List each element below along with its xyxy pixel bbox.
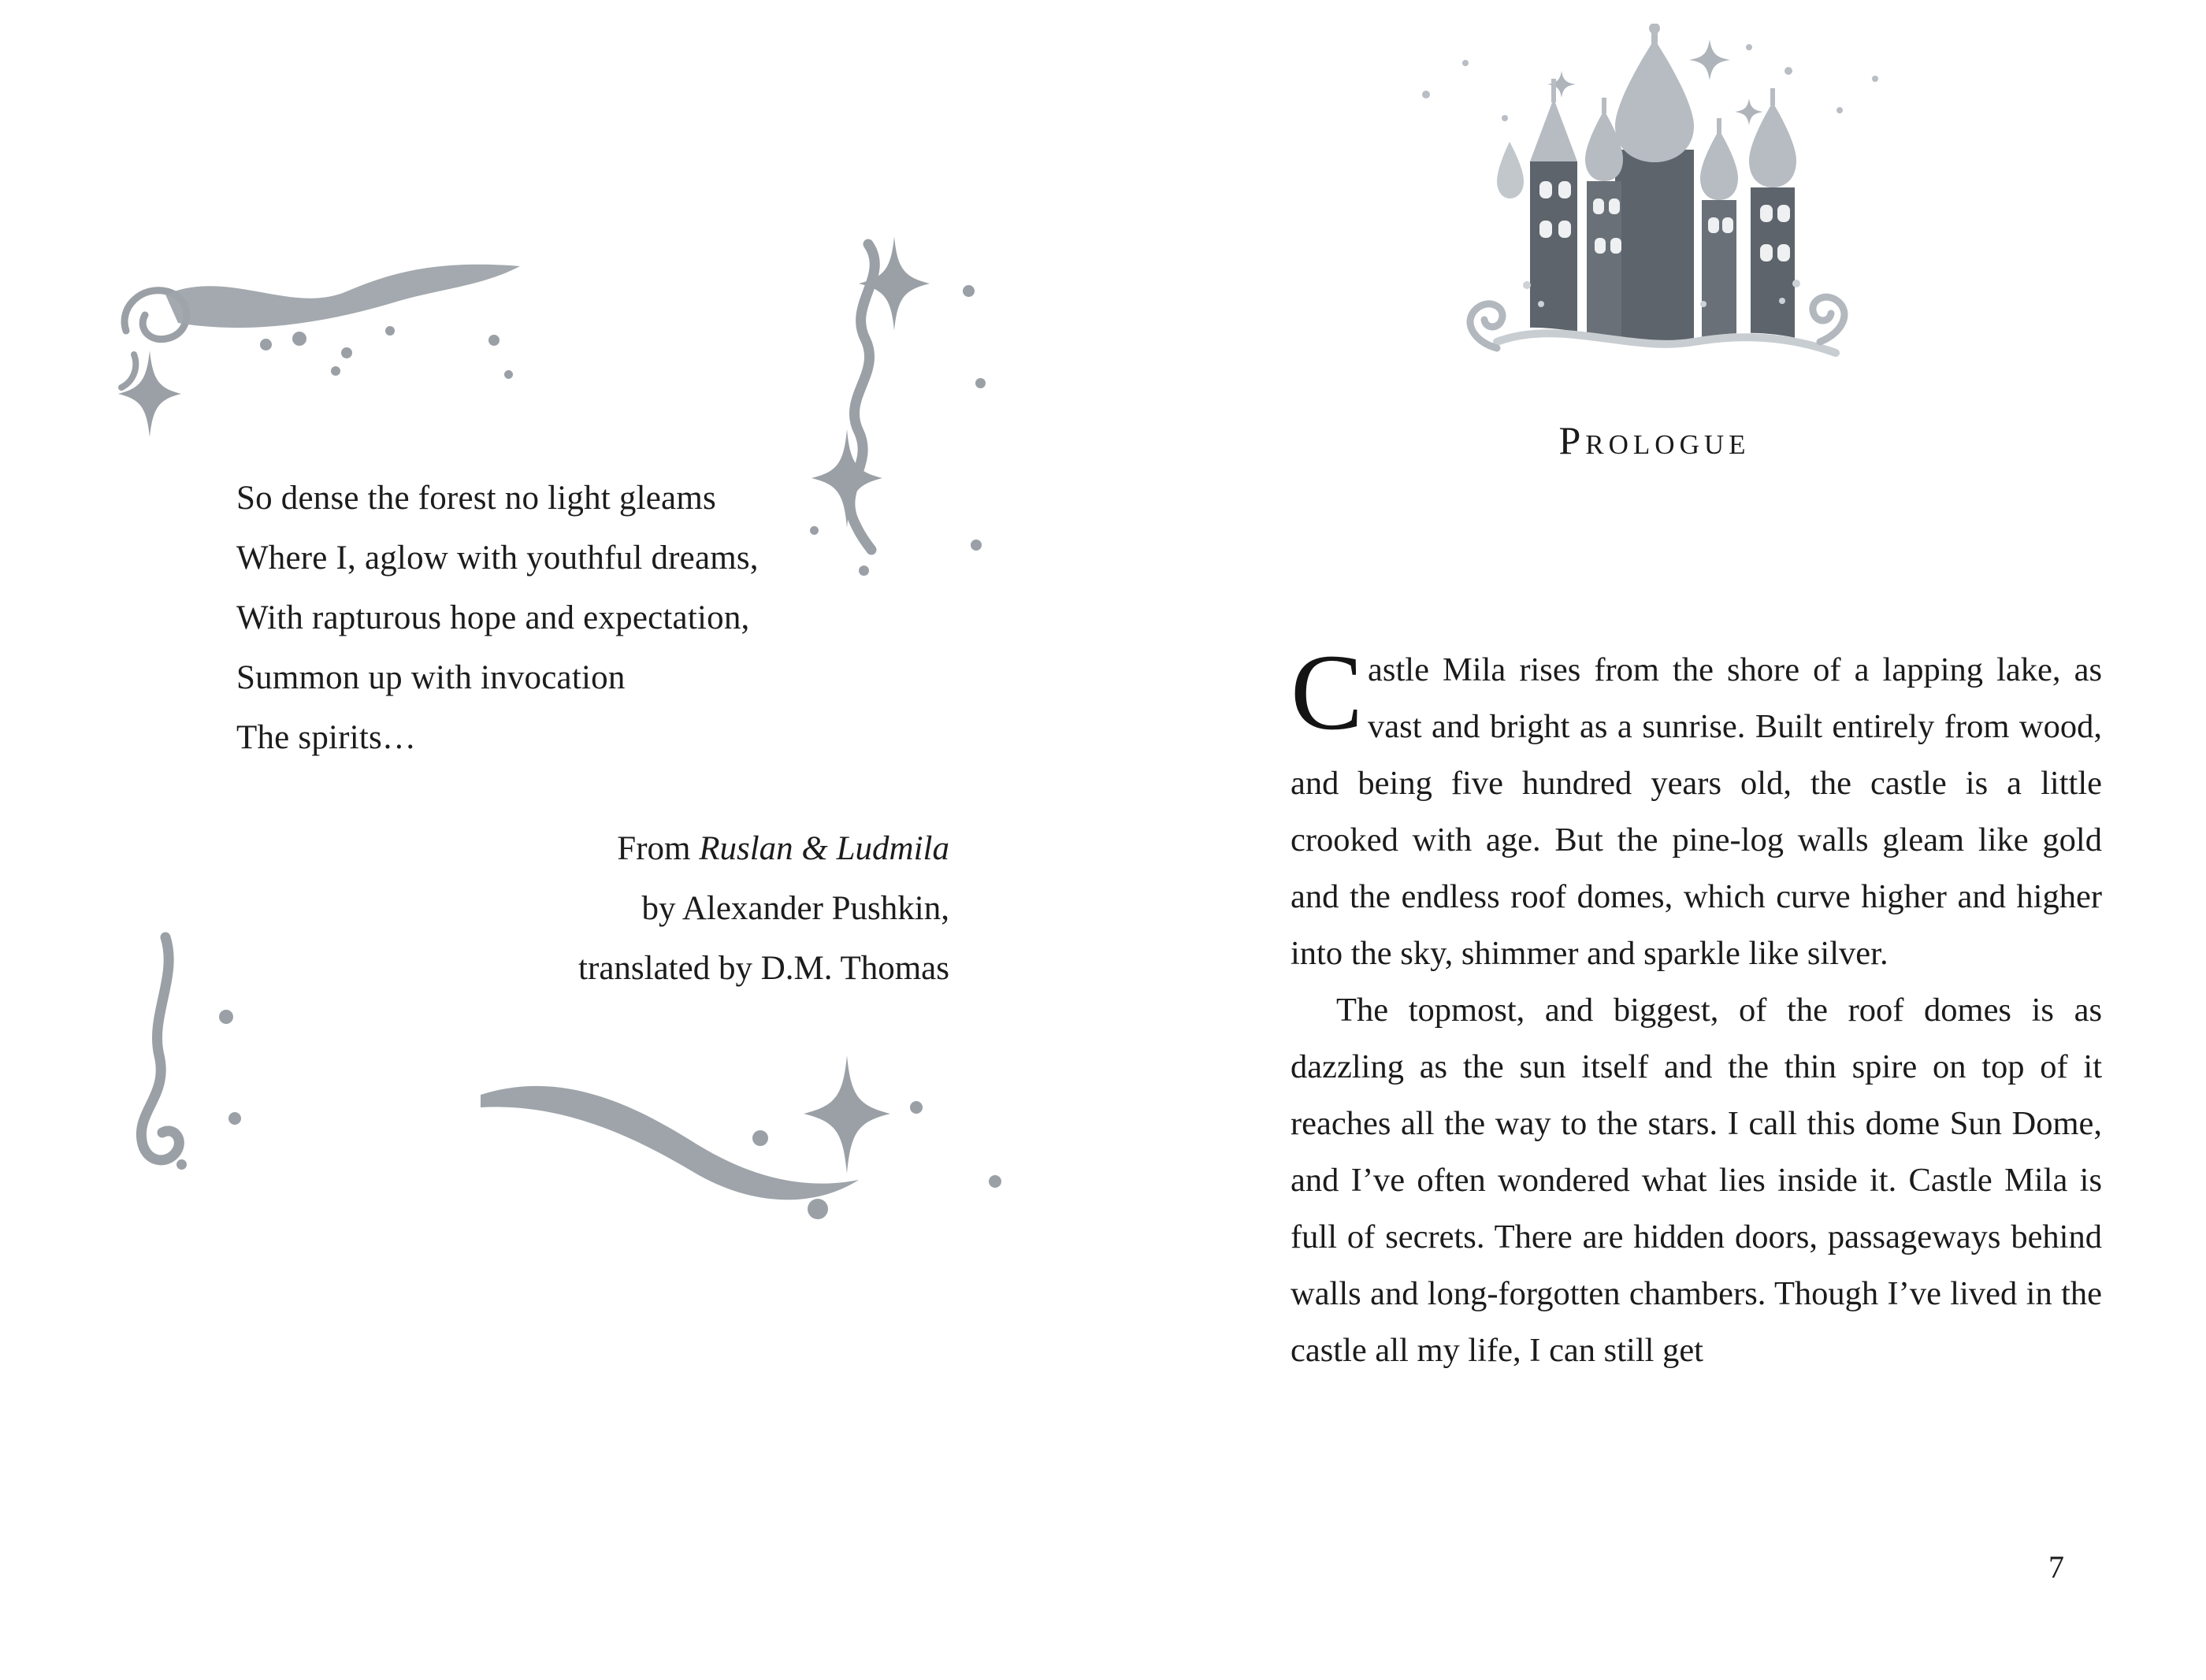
ornament-dot <box>228 1112 241 1125</box>
attribution-prefix: From <box>617 830 700 867</box>
epigraph-line: The spirits… <box>236 719 417 756</box>
epigraph-line: Summon up with invocation <box>236 659 626 696</box>
ornament-dot <box>971 540 982 551</box>
ornament-dot <box>219 1010 233 1024</box>
epigraph-line: So dense the forest no light gleams <box>236 480 716 517</box>
ornament-dot <box>504 370 513 379</box>
sparkle-star-icon <box>118 350 181 437</box>
wave-ribbon-icon <box>473 1048 914 1252</box>
ornament-dot <box>260 339 272 350</box>
paragraph-text: astle Mila rises from the shore of a lapping lake, as vast and bright as a sunrise. Built entirely from wood, and being five hundred years old, the castle is a little crooked with age. But the pine-log walls gleam like gold and the endless roof domes, which curve higher and higher into the sky, shimmer and sparkle like silver. <box>1291 651 2102 972</box>
drop-cap: C <box>1291 632 1364 752</box>
swirl-ribbon-icon <box>110 236 552 410</box>
sparkle-star-icon <box>804 1055 890 1174</box>
epigraph-attribution <box>351 819 949 999</box>
ornament-dot <box>975 378 986 388</box>
ornament-dot <box>963 285 975 297</box>
attribution-source <box>351 819 949 879</box>
right-page <box>1103 0 2206 1680</box>
castle-illustration <box>1379 24 1930 437</box>
page-title: Prologue <box>1558 418 1751 462</box>
body-text <box>1291 632 2102 1379</box>
page-number: 7 <box>2048 1549 2064 1585</box>
ornament-dot <box>488 335 500 346</box>
attribution-work-title: Ruslan & Ludmila <box>699 830 949 867</box>
curl-flourish-icon <box>118 929 276 1189</box>
paragraph <box>1291 982 2102 1379</box>
paragraph-text: The topmost, and biggest, of the roof domes is as dazzling as the sun itself and the thin spire on top of it reaches all the way to the stars. I call this dome Sun Dome, and I’ve often wondered what lies inside it. Castle Mila is full of secrets. There are hidden doors, passageways behind walls and long-forgotten chambers. Though I’ve lived in the castle all my life, I can still get <box>1291 992 2102 1369</box>
sparkle-star-icon <box>859 236 930 331</box>
ornament-dot <box>808 1199 828 1219</box>
epigraph-line: With rapturous hope and expectation, <box>236 599 750 636</box>
ornament-dot <box>176 1159 187 1170</box>
epigraph-line: Where I, aglow with youthful dreams, <box>236 540 759 577</box>
attribution-translator: translated by D.M. Thomas <box>578 950 949 987</box>
epigraph-block <box>236 469 945 768</box>
paragraph <box>1291 632 2102 982</box>
ornament-dot <box>989 1175 1001 1188</box>
ornament-dot <box>331 366 340 376</box>
attribution-author: by Alexander Pushkin, <box>641 890 949 927</box>
ornament-dot <box>752 1130 768 1146</box>
ornament-dot <box>910 1101 923 1114</box>
